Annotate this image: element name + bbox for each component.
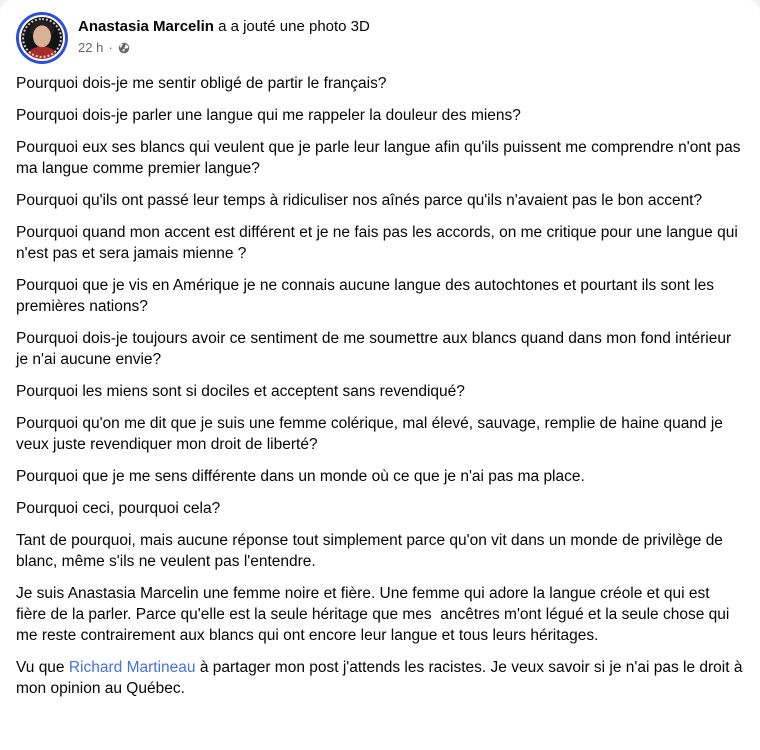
post-content	[0, 64, 760, 699]
post-final-paragraph	[16, 657, 747, 699]
globe-public-icon	[118, 42, 130, 54]
author-name-link[interactable]: Anastasia Marcelin	[78, 18, 214, 35]
post-header	[0, 0, 760, 64]
timestamp-link[interactable]: 22 h	[78, 40, 104, 55]
post-paragraph: Tant de pourquoi, mais aucune réponse tout simplement parce qu'on vit dans un monde de privilège de blanc, même s'ils ne veulent pas l'entendre.	[16, 532, 728, 570]
post-paragraph: Je suis Anastasia Marcelin une femme noire et fière. Une femme qui adore la langue créole et qui est fière de la parler. Parce qu'elle est la seule héritage que mes ancêtres m'ont légué et la seule chose qui me reste contrairement aux blancs qui ont encore leur langue et tous leurs héritages.	[16, 585, 734, 644]
post-paragraph: Pourquoi que je vis en Amérique je ne connais aucune langue des autochtones et pourtant ils sont les premières nations?	[16, 277, 719, 315]
post-paragraph: Pourquoi quand mon accent est différent et je ne fais pas les accords, on me critique pour une langue qui n'est pas et sera jamais mienne ?	[16, 224, 743, 262]
post-paragraphs	[16, 73, 744, 646]
post-paragraph: Pourquoi que je me sens différente dans un monde où ce que je n'ai pas ma place.	[16, 468, 585, 485]
post-paragraph: Pourquoi dois-je parler une langue qui me rappeler la douleur des miens?	[16, 107, 521, 124]
post-paragraph: Pourquoi eux ses blancs qui veulent que je parle leur langue afin qu'ils puissent me comprendre n'ont pas ma langue comme premier langue?	[16, 139, 745, 177]
post-action-text: a a jouté une photo 3D	[213, 18, 370, 35]
final-paragraph-before-link: Vu que	[16, 659, 69, 676]
post-header-text	[78, 12, 370, 64]
post-paragraph: Pourquoi les miens sont si dociles et acceptent sans revendiqué?	[16, 383, 465, 400]
post-paragraph: Pourquoi qu'on me dit que je suis une femme colérique, mal élevé, sauvage, remplie de haine quand je veux juste revendiquer mon droit de liberté?	[16, 415, 728, 453]
post-paragraph: Pourquoi ceci, pourquoi cela?	[16, 500, 221, 517]
post-title-line	[78, 17, 370, 37]
mention-link-richard-martineau[interactable]: Richard Martineau	[68, 659, 196, 676]
final-paragraph-after-link: à partager mon post j'attends les racistes. Je veux savoir si je n'ai pas le droit à mon opinion au Québec.	[16, 659, 747, 697]
meta-separator: ·	[108, 40, 113, 55]
post-paragraph: Pourquoi qu'ils ont passé leur temps à ridiculiser nos aînés parce qu'ils n'avaient pas le bon accent?	[16, 192, 703, 209]
post-paragraph: Pourquoi dois-je me sentir obligé de partir le français?	[16, 75, 387, 92]
author-avatar[interactable]	[16, 12, 68, 64]
post-paragraph: Pourquoi dois-je toujours avoir ce sentiment de me soumettre aux blancs quand dans mon fond intérieur je n'ai aucune envie?	[16, 330, 736, 368]
author-avatar-photo-icon	[19, 15, 65, 61]
post-meta[interactable]	[78, 40, 370, 56]
